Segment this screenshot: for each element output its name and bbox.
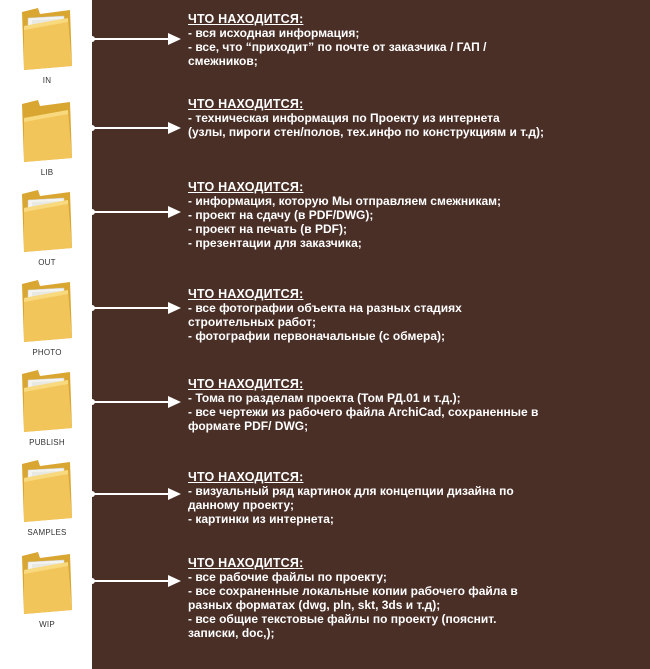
section-line: - все, что “приходит” по почте от заказчика / ГАП / (188, 40, 487, 54)
folder-label: LIB (40, 168, 54, 177)
folder-label: OUT (38, 258, 56, 267)
section-line: - Тома по разделам проекта (Том РД.01 и т.д.); (188, 391, 461, 405)
section-line: - проект на печать (в PDF); (188, 222, 347, 236)
section-line: - презентации для заказчика; (188, 236, 362, 250)
folder-samples[interactable] (12, 456, 82, 542)
folder-label: PHOTO (32, 348, 62, 357)
folder-label: SAMPLES (27, 528, 67, 537)
folder-photo[interactable] (12, 276, 82, 362)
section-line: записки, doc,); (188, 626, 275, 640)
section-line: - проект на сдачу (в PDF/DWG); (188, 208, 374, 222)
folder-label: IN (42, 76, 52, 85)
folder-icon (18, 366, 76, 436)
section-line: разных форматах (dwg, pln, skt, 3ds и т.д); (188, 598, 441, 612)
folder-icon (18, 4, 76, 74)
section-line: - все фотографии объекта на разных стадиях (188, 301, 462, 315)
section-wip (188, 556, 648, 640)
arrow-icon (88, 395, 182, 409)
arrow-icon (88, 574, 182, 588)
folder-icon (18, 548, 76, 618)
section-line: - техническая информация по Проекту из интернета (188, 111, 500, 125)
arrow-icon (88, 32, 182, 46)
section-header: ЧТО НАХОДИТСЯ: (188, 97, 304, 111)
folder-label: PUBLISH (29, 438, 65, 447)
section-in (188, 12, 648, 68)
arrow-icon (88, 121, 182, 135)
section-header: ЧТО НАХОДИТСЯ: (188, 377, 304, 391)
folder-icon (18, 96, 76, 166)
arrow-icon (88, 301, 182, 315)
section-line: - все чертежи из рабочего файла ArchiCad, сохраненные в (188, 405, 539, 419)
section-line: - все сохраненные локальные копии рабочего файла в (188, 584, 518, 598)
folder-icon (18, 186, 76, 256)
section-line: - все общие текстовые файлы по проекту (пояснит. (188, 612, 497, 626)
section-line: - все рабочие файлы по проекту; (188, 570, 387, 584)
folder-out[interactable] (12, 186, 82, 272)
folder-publish[interactable] (12, 366, 82, 452)
section-line: (узлы, пироги стен/полов, тех.инфо по конструкциям и т.д); (188, 125, 544, 139)
folder-icon (18, 276, 76, 346)
section-lib (188, 97, 648, 139)
section-line: данному проекту; (188, 498, 294, 512)
section-line: - вся исходная информация; (188, 26, 360, 40)
section-header: ЧТО НАХОДИТСЯ: (188, 180, 304, 194)
section-header: ЧТО НАХОДИТСЯ: (188, 470, 304, 484)
section-samples (188, 470, 648, 526)
section-header: ЧТО НАХОДИТСЯ: (188, 556, 304, 570)
section-publish (188, 377, 648, 433)
arrow-icon (88, 205, 182, 219)
section-out (188, 180, 648, 250)
section-header: ЧТО НАХОДИТСЯ: (188, 287, 304, 301)
section-line: - информация, которую Мы отправляем смежникам; (188, 194, 502, 208)
section-line: смежников; (188, 54, 258, 68)
folder-label: WIP (39, 620, 55, 629)
section-photo (188, 287, 648, 343)
arrow-icon (88, 487, 182, 501)
folder-wip[interactable] (12, 548, 82, 634)
folder-lib[interactable] (12, 96, 82, 182)
section-line: - фотографии первоначальные (с обмера); (188, 329, 446, 343)
folder-icon (18, 456, 76, 526)
folder-in[interactable] (12, 4, 82, 90)
section-line: строительных работ; (188, 315, 316, 329)
section-line: - картинки из интернета; (188, 512, 334, 526)
section-header: ЧТО НАХОДИТСЯ: (188, 12, 304, 26)
section-line: формате PDF/ DWG; (188, 419, 309, 433)
section-line: - визуальный ряд картинок для концепции дизайна по (188, 484, 514, 498)
